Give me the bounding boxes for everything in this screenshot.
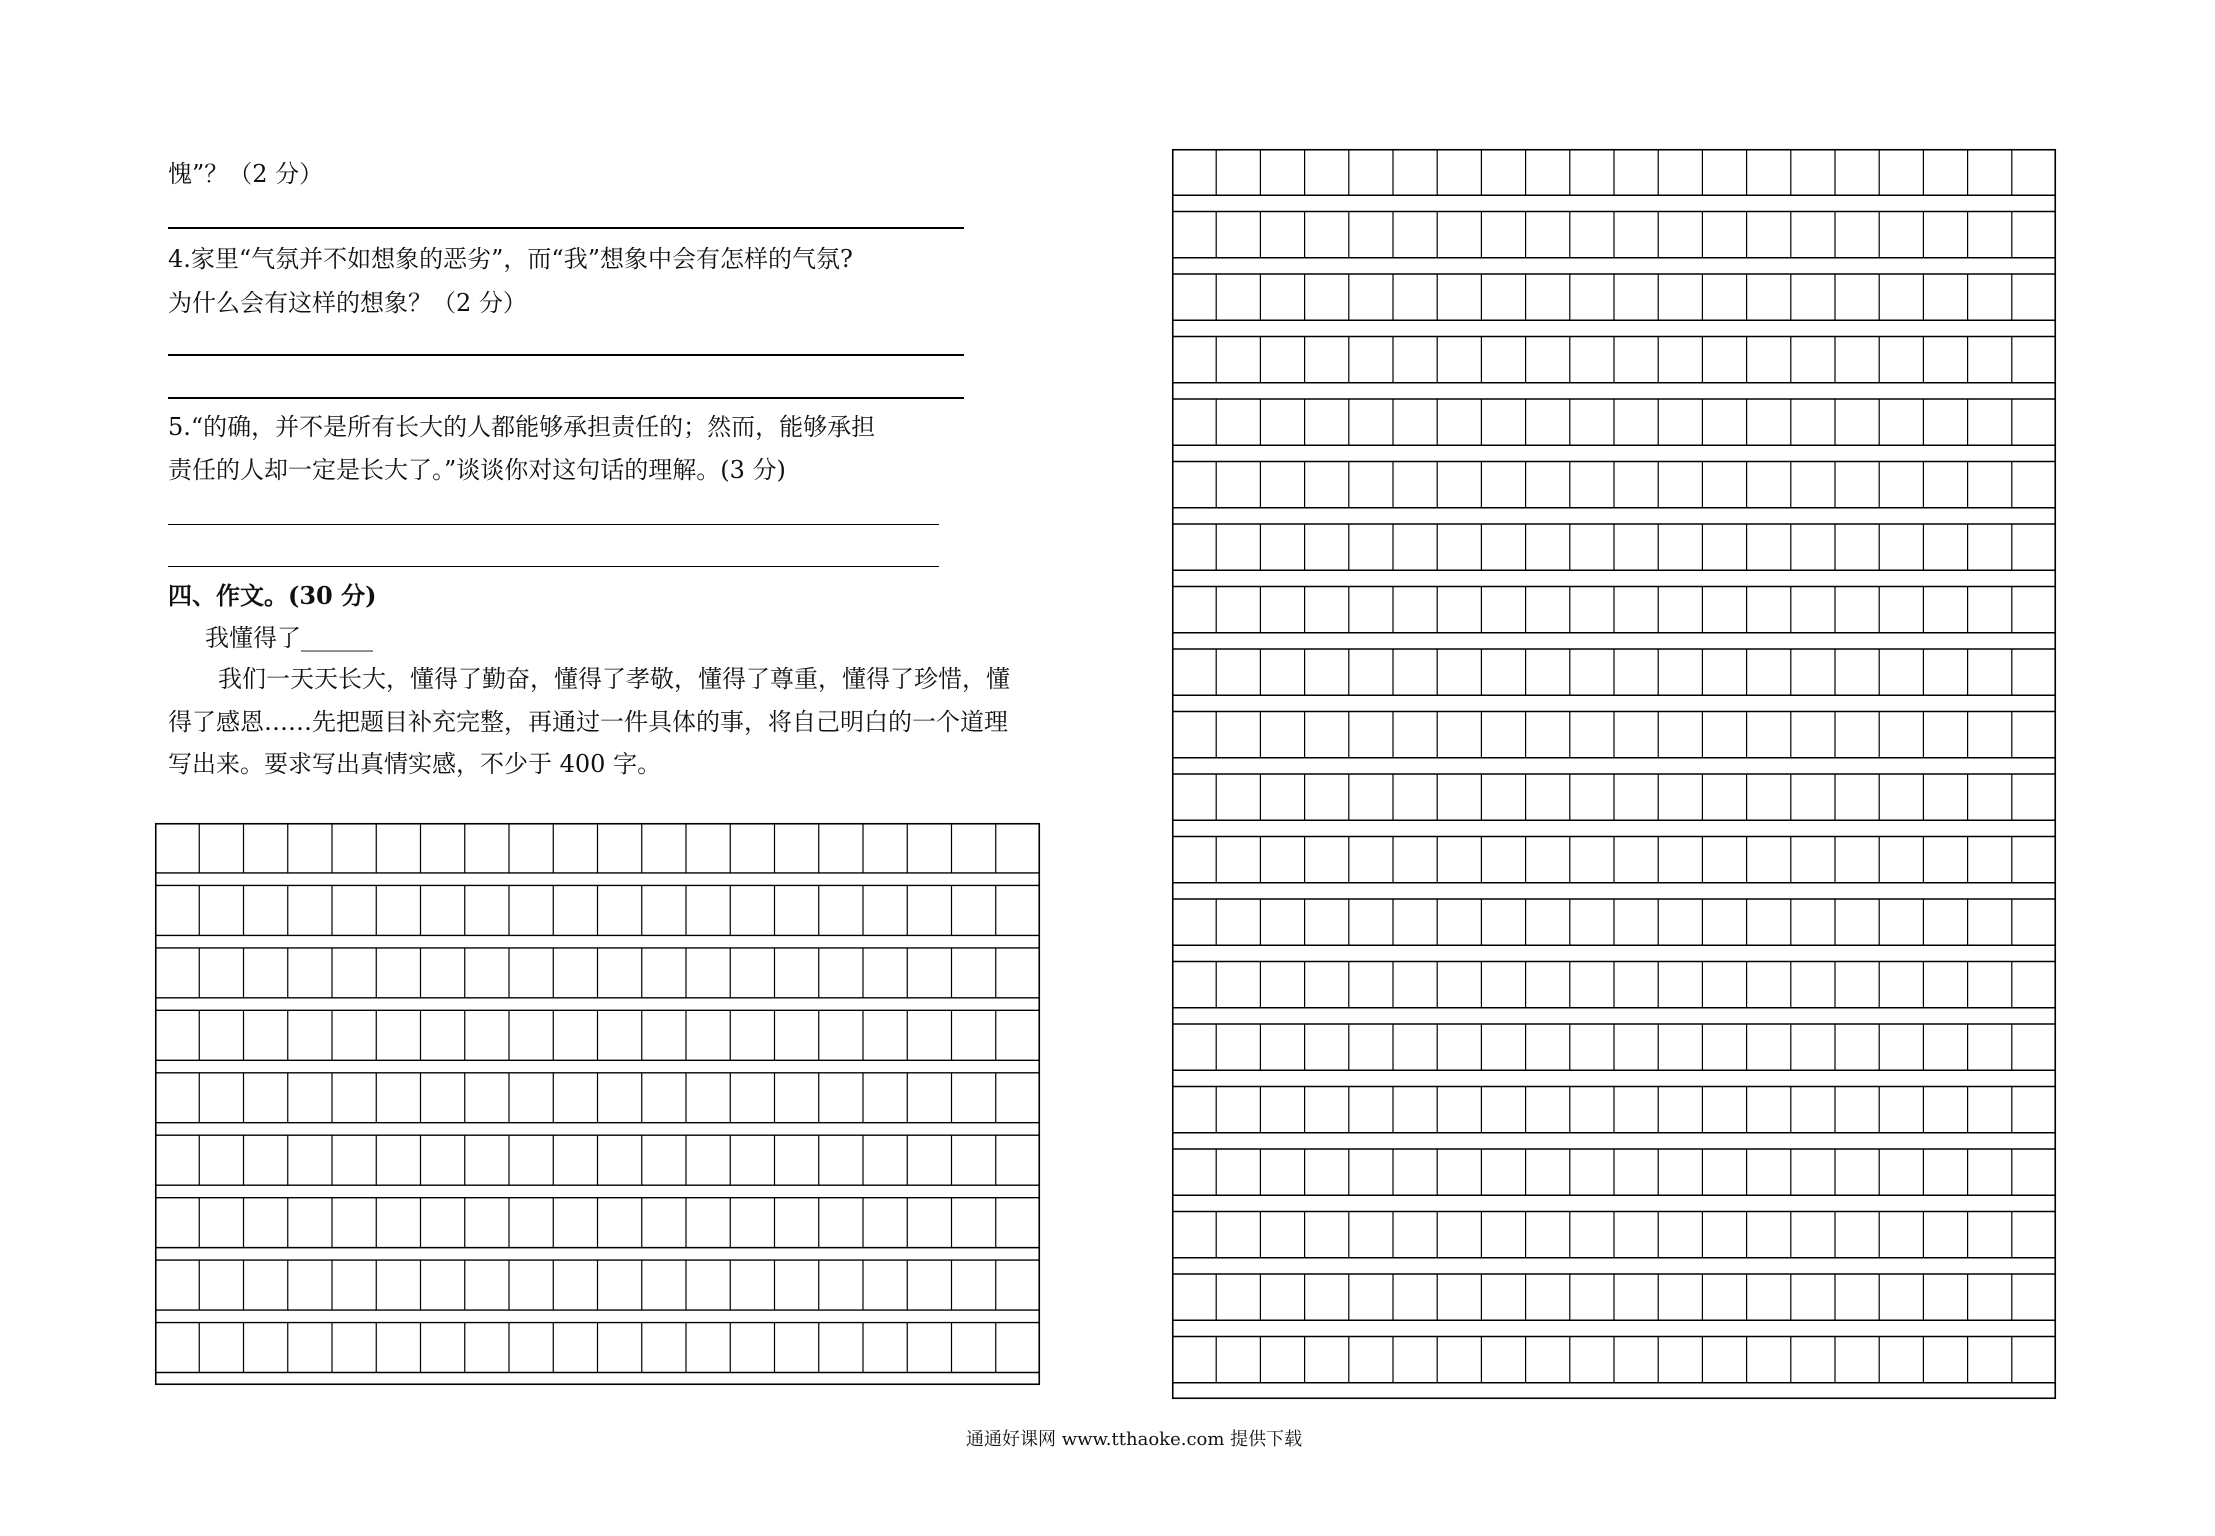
- q4-line-1: 4.家里“气氛并不如想象的恶劣”，而“我”想象中会有怎样的气氛?: [168, 245, 853, 273]
- q3-answer-line: [168, 227, 964, 229]
- writing-grid-right: [1172, 149, 2056, 1399]
- essay-prompt-line-3: 写出来。要求写出真情实感，不少于 400 字。: [168, 750, 662, 778]
- essay-heading: 四、作文。(30 分): [168, 581, 377, 610]
- essay-prompt-line-1: 我们一天天长大，懂得了勤奋，懂得了孝敬，懂得了尊重，懂得了珍惜，懂: [218, 665, 1010, 693]
- q5-answer-line-1: [168, 524, 939, 525]
- q5-answer-line-2: [168, 566, 939, 567]
- essay-title: 我懂得了______: [205, 624, 373, 652]
- q3-tail-text: 愧”？（2 分）: [168, 160, 324, 188]
- footer-text: 通通好课网 www.tthaoke.com 提供下载: [966, 1429, 1303, 1450]
- q5-line-2: 责任的人却一定是长大了。”谈谈你对这句话的理解。(3 分): [168, 456, 786, 484]
- q4-answer-line-1: [168, 354, 964, 356]
- q4-line-2: 为什么会有这样的想象？（2 分）: [168, 289, 527, 317]
- essay-prompt-line-2: 得了感恩……先把题目补充完整，再通过一件具体的事，将自己明白的一个道理: [168, 708, 1008, 736]
- writing-grid-left: [155, 823, 1040, 1385]
- q4-answer-line-2: [168, 397, 964, 399]
- q5-line-1: 5.“的确，并不是所有长大的人都能够承担责任的；然而，能够承担: [168, 413, 876, 441]
